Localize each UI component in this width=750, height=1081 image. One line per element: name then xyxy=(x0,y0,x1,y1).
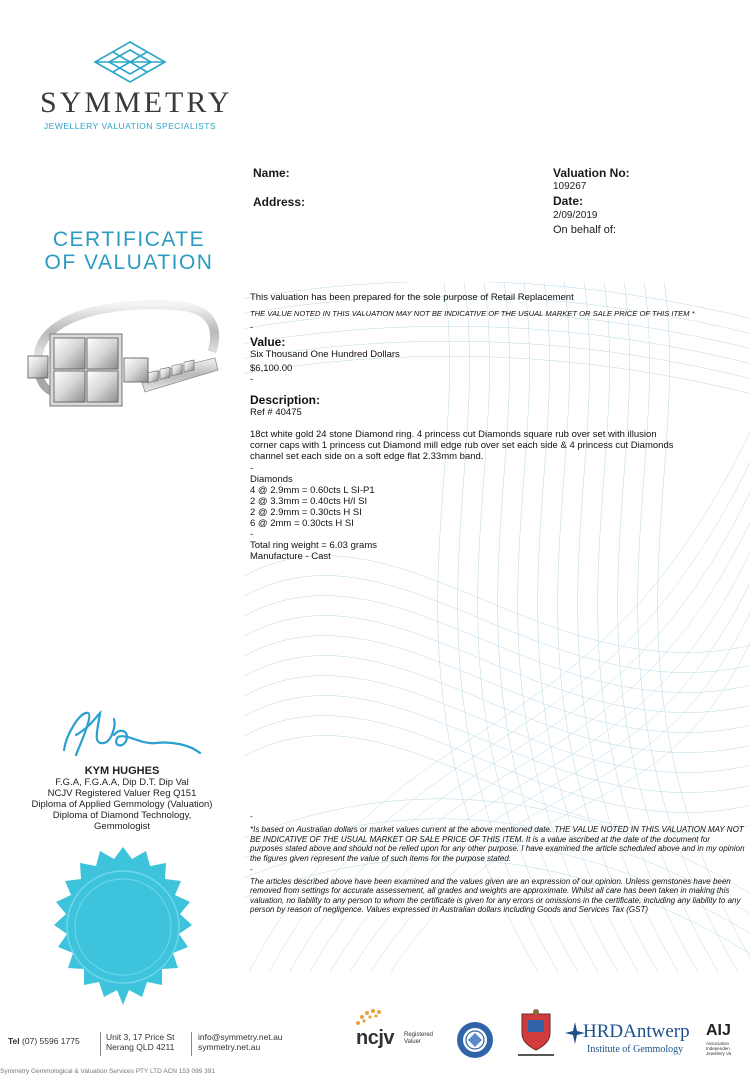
separator-dash: - xyxy=(250,865,253,874)
email-link[interactable]: info@symmetry.net.au xyxy=(198,1032,283,1042)
ncjv-text: ncjv xyxy=(356,1027,395,1049)
signer-credential-line: F.G.A, F.G.A.A, Dip D.T. Dip Val xyxy=(55,777,189,788)
diamond-ring-image xyxy=(20,296,225,416)
company-registration: Symmetry Gemmological & Valuation Services PTY LTD ACN 153 099 391 xyxy=(0,1068,215,1075)
separator-dash: - xyxy=(250,463,254,474)
hrd-star-icon xyxy=(565,1022,585,1044)
disclaimer-text: THE VALUE NOTED IN THIS VALUATION MAY NOT BE INDICATIVE OF THE USUAL MARKET OR SALE PRICE OF THIS ITEM * xyxy=(250,309,695,318)
diamond-logo-icon xyxy=(93,40,167,84)
purpose-text: This valuation has been prepared for the sole purpose of Retail Replacement xyxy=(250,292,574,303)
tel-number: (07) 5596 1775 xyxy=(22,1036,80,1046)
footer-web xyxy=(198,1032,283,1052)
gemmological-crest-icon xyxy=(512,1008,560,1060)
footer-address xyxy=(106,1032,175,1052)
signer-credentials xyxy=(0,766,244,832)
hrd-subtext: Institute of Gemmology xyxy=(587,1044,684,1055)
diamonds-title: Diamonds xyxy=(250,474,293,485)
address-line1: Unit 3, 17 Price St xyxy=(106,1032,175,1042)
signer-credential-line: Diploma of Diamond Technology, xyxy=(52,810,192,821)
valuation-content xyxy=(250,292,748,562)
diamond-item: 4 @ 2.9mm = 0.60cts L SI-P1 xyxy=(250,485,375,496)
value-title: Value: xyxy=(250,335,286,349)
ncjv-sub2: Valuer xyxy=(404,1038,421,1045)
address-line2: Nerang QLD 4211 xyxy=(106,1042,175,1052)
date-value: 2/09/2019 xyxy=(553,210,598,221)
footer-divider xyxy=(100,1032,101,1056)
description-line: channel set each side on a soft edge flat 2.33mm band. xyxy=(250,451,484,462)
aij-sub2: Independen xyxy=(706,1046,730,1051)
reference-number: Ref # 40475 xyxy=(250,407,302,418)
signer-name: KYM HUGHES xyxy=(84,765,160,777)
certificate-title xyxy=(34,228,224,274)
total-weight: Total ring weight = 6.03 grams xyxy=(250,540,377,551)
value-words: Six Thousand One Hundred Dollars xyxy=(250,349,400,360)
description-line: 18ct white gold 24 stone Diamond ring. 4 princess cut Diamonds square rub over set with illusion xyxy=(250,429,657,440)
company-logo xyxy=(40,40,233,131)
ncjv-logo xyxy=(352,1005,452,1052)
certificate-title-line2: OF VALUATION xyxy=(44,251,214,274)
separator-dash: - xyxy=(250,812,253,821)
aij-subtext xyxy=(706,1041,731,1056)
aij-sub1: Association xyxy=(706,1041,730,1046)
name-label: Name: xyxy=(253,166,290,180)
description-text xyxy=(250,429,748,462)
hrd-text: HRDAntwerp xyxy=(583,1021,690,1042)
value-amount: $6,100.00 xyxy=(250,363,293,374)
logo-name: SYMMETRY xyxy=(40,86,233,119)
diamond-item: 2 @ 3.3mm = 0.40cts H/I SI xyxy=(250,496,368,507)
ncjv-subtext xyxy=(404,1032,433,1045)
valuation-no-value: 109267 xyxy=(553,181,587,192)
footnotes xyxy=(250,812,745,915)
date-label: Date: xyxy=(553,194,584,208)
aij-logo xyxy=(706,1022,731,1056)
footnote-liability: The articles described above have been examined and the values given are an expression of our opinion. Unless gemstones have been removed from settings for accurate assessement, all grades and weights are approximate. Whilst all care has been taken in making this valuation, no liability to any person to whom the certificate is given for any errors or omissions in the certificate, including any liability to any person by reason of negligence. Values expressed in Australian dollars including Goods and Services Tax (GST) xyxy=(250,876,741,914)
tel-label: Tel xyxy=(8,1036,20,1046)
ncjv-sub1: Registered xyxy=(404,1032,434,1038)
logo-tagline: JEWELLERY VALUATION SPECIALISTS xyxy=(43,121,217,131)
aij-sub3: Jewellery Va xyxy=(706,1051,732,1056)
valuation-no-label: Valuation No: xyxy=(553,166,630,180)
manufacture: Manufacture - Cast xyxy=(250,551,331,562)
certificate-title-line1: CERTIFICATE xyxy=(52,228,206,251)
signature-image xyxy=(56,705,206,765)
diamond-item: 6 @ 2mm = 0.30cts H SI xyxy=(250,518,354,529)
signer-credential-line: NCJV Registered Valuer Reg Q151 xyxy=(47,788,197,799)
website-link[interactable]: symmetry.net.au xyxy=(198,1042,261,1052)
embossed-seal xyxy=(38,845,208,1015)
address-label: Address: xyxy=(253,195,306,209)
gemmology-association-seal-icon xyxy=(455,1020,495,1060)
diamond-item: 2 @ 2.9mm = 0.30cts H SI xyxy=(250,507,362,518)
footer-phone xyxy=(8,1036,80,1046)
signer-credential-line: Gemmologist xyxy=(94,821,150,832)
footnote-market-value: *Is based on Australian dollars or market values current at the above mentioned date. THE VALUE NOTED IN THIS VALUATION MAY NOT BE INDICATIVE OF THE USUAL MARKET OR SALE PRICE OF THIS ITEM. It is a value ascribed at the date of the document for purposes stated above and should not be relied upon for any other purpose. I have examined the article scheduled above and in my opinion the figures given represent the value of such items for the purpose stated. xyxy=(250,825,745,863)
description-line: corner caps with 1 princess cut Diamond mill edge rub over set each side & 4 princess cut Diamonds xyxy=(250,440,674,451)
aij-text: AIJ xyxy=(706,1022,731,1039)
separator-dash: - xyxy=(250,529,254,540)
signer-credential-line: Diploma of Applied Gemmology (Valuation) xyxy=(31,799,213,810)
description-title: Description: xyxy=(250,393,321,407)
footer-divider xyxy=(191,1032,192,1056)
separator-dash: - xyxy=(250,322,254,333)
on-behalf-of-label: On behalf of: xyxy=(553,224,616,236)
separator-dash: - xyxy=(250,374,254,385)
